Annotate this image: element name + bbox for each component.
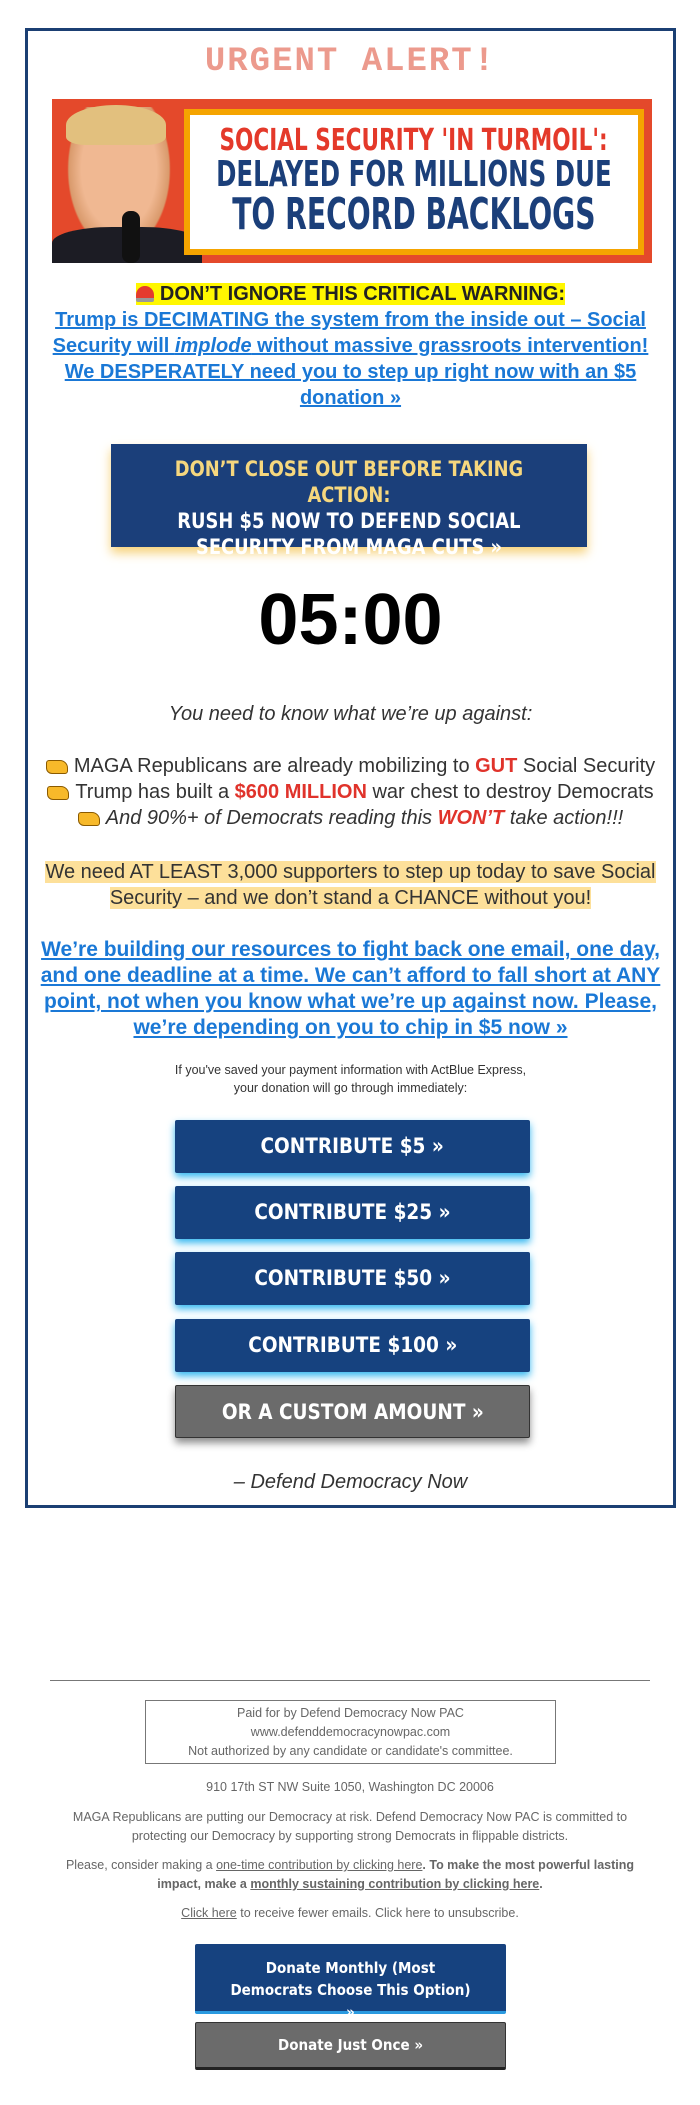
- pointing-hand-icon: [46, 760, 68, 774]
- headline-banner-image[interactable]: [52, 99, 652, 263]
- actblue-express-note: If you've saved your payment information with ActBlue Express, your donation will go through immediately:: [174, 1063, 527, 1095]
- pointing-hand-icon: [78, 812, 100, 826]
- donate-monthly-button[interactable]: Donate Monthly (Most Democrats Choose This Option) »: [195, 1944, 506, 2014]
- lead-donation-link[interactable]: [38, 307, 663, 411]
- custom-amount-button[interactable]: OR A CUSTOM AMOUNT »: [175, 1385, 530, 1438]
- cta-line-3: SECURITY FROM MAGA CUTS »: [195, 535, 503, 559]
- chip-in-link[interactable]: We’re building our resources to fight back one email, one day, and one deadline at a time. We can’t afford to fall short at ANY point, not when you know what we’re up against now. Please, we’re depending on you to chip in $5 now »: [40, 938, 661, 1039]
- email-preferences: [50, 1904, 650, 1923]
- lead-text-b: without massive grassroots intervention! We DESPERATELY need you to step up right now with an $5 donation »: [64, 335, 649, 409]
- one-time-link[interactable]: one-time contribution by clicking here: [216, 1858, 423, 1872]
- bullet-item: And 90%+ of Democrats reading this WON’T take action!!!: [28, 807, 673, 830]
- fewer-emails-link[interactable]: Click here: [181, 1906, 237, 1920]
- address: 910 17th ST NW Suite 1050, Washington DC 20006: [206, 1780, 494, 1794]
- bullet-item: MAGA Republicans are already mobilizing to GUT Social Security: [28, 755, 673, 778]
- contribute-50-button[interactable]: CONTRIBUTE $50 »: [175, 1252, 530, 1305]
- critical-warning: [28, 283, 673, 306]
- unsubscribe-text[interactable]: to receive fewer emails. Click here to unsubscribe.: [236, 1906, 519, 1920]
- pac-website: www.defenddemocracynowpac.com: [250, 1725, 451, 1739]
- lead-text-a: Trump is DECIMATING the system from the inside out – Social Security will: [52, 309, 646, 357]
- footer-divider: [50, 1680, 650, 1681]
- countdown-timer: 05:00: [258, 580, 443, 660]
- not-authorized-text: Not authorized by any candidate or candidate's committee.: [188, 1744, 513, 1758]
- donate-once-button[interactable]: Donate Just Once »: [195, 2022, 506, 2070]
- know-heading: You need to know what we’re up against:: [168, 703, 533, 725]
- paid-for-text: Paid for by Defend Democracy Now PAC: [237, 1706, 464, 1720]
- urgent-alert-title: URGENT ALERT!: [204, 43, 497, 81]
- banner-line-1: SOCIAL SECURITY 'IN TURMOIL':: [219, 122, 609, 158]
- pointing-hand-icon: [47, 786, 69, 800]
- supporters-goal: We need AT LEAST 3,000 supporters to step up today to save Social Security – and we don’t stand a CHANCE without you!: [45, 861, 656, 909]
- lead-text-em: implode: [174, 335, 252, 357]
- contribute-100-button[interactable]: CONTRIBUTE $100 »: [175, 1319, 530, 1372]
- signature: – Defend Democracy Now: [233, 1471, 468, 1493]
- trump-hair: [66, 105, 166, 145]
- bullet-item: Trump has built a $600 MILLION war chest to destroy Democrats: [28, 781, 673, 804]
- cta-banner-button[interactable]: [111, 444, 587, 559]
- contribute-25-button[interactable]: CONTRIBUTE $25 »: [175, 1186, 530, 1239]
- monthly-link[interactable]: monthly sustaining contribution by clicking here: [250, 1877, 540, 1891]
- mission-statement: MAGA Republicans are putting our Democracy at risk. Defend Democracy Now PAC is committed to protecting our Democracy by supporting strong Democrats in flippable districts.: [72, 1810, 628, 1843]
- cta-line-2: RUSH $5 NOW TO DEFEND SOCIAL: [177, 509, 521, 533]
- banner-headline-box: [184, 109, 644, 255]
- contribution-options: Please, consider making a one-time contribution by clicking here. To make the most powerful lasting impact, make a monthly sustaining contribution by clicking here.: [65, 1858, 635, 1891]
- banner-line-2: DELAYED FOR MILLIONS DUE: [216, 153, 612, 195]
- banner-line-3: TO RECORD BACKLOGS: [232, 189, 596, 241]
- microphone-icon: [122, 211, 140, 263]
- siren-icon: [136, 286, 154, 302]
- cta-line-1: DON’T CLOSE OUT BEFORE TAKING ACTION:: [174, 457, 524, 507]
- email-card: [25, 28, 676, 1508]
- contribute-5-button[interactable]: CONTRIBUTE $5 »: [175, 1120, 530, 1173]
- warning-text: DON’T IGNORE THIS CRITICAL WARNING:: [159, 283, 566, 305]
- paid-for-disclaimer: [145, 1700, 556, 1764]
